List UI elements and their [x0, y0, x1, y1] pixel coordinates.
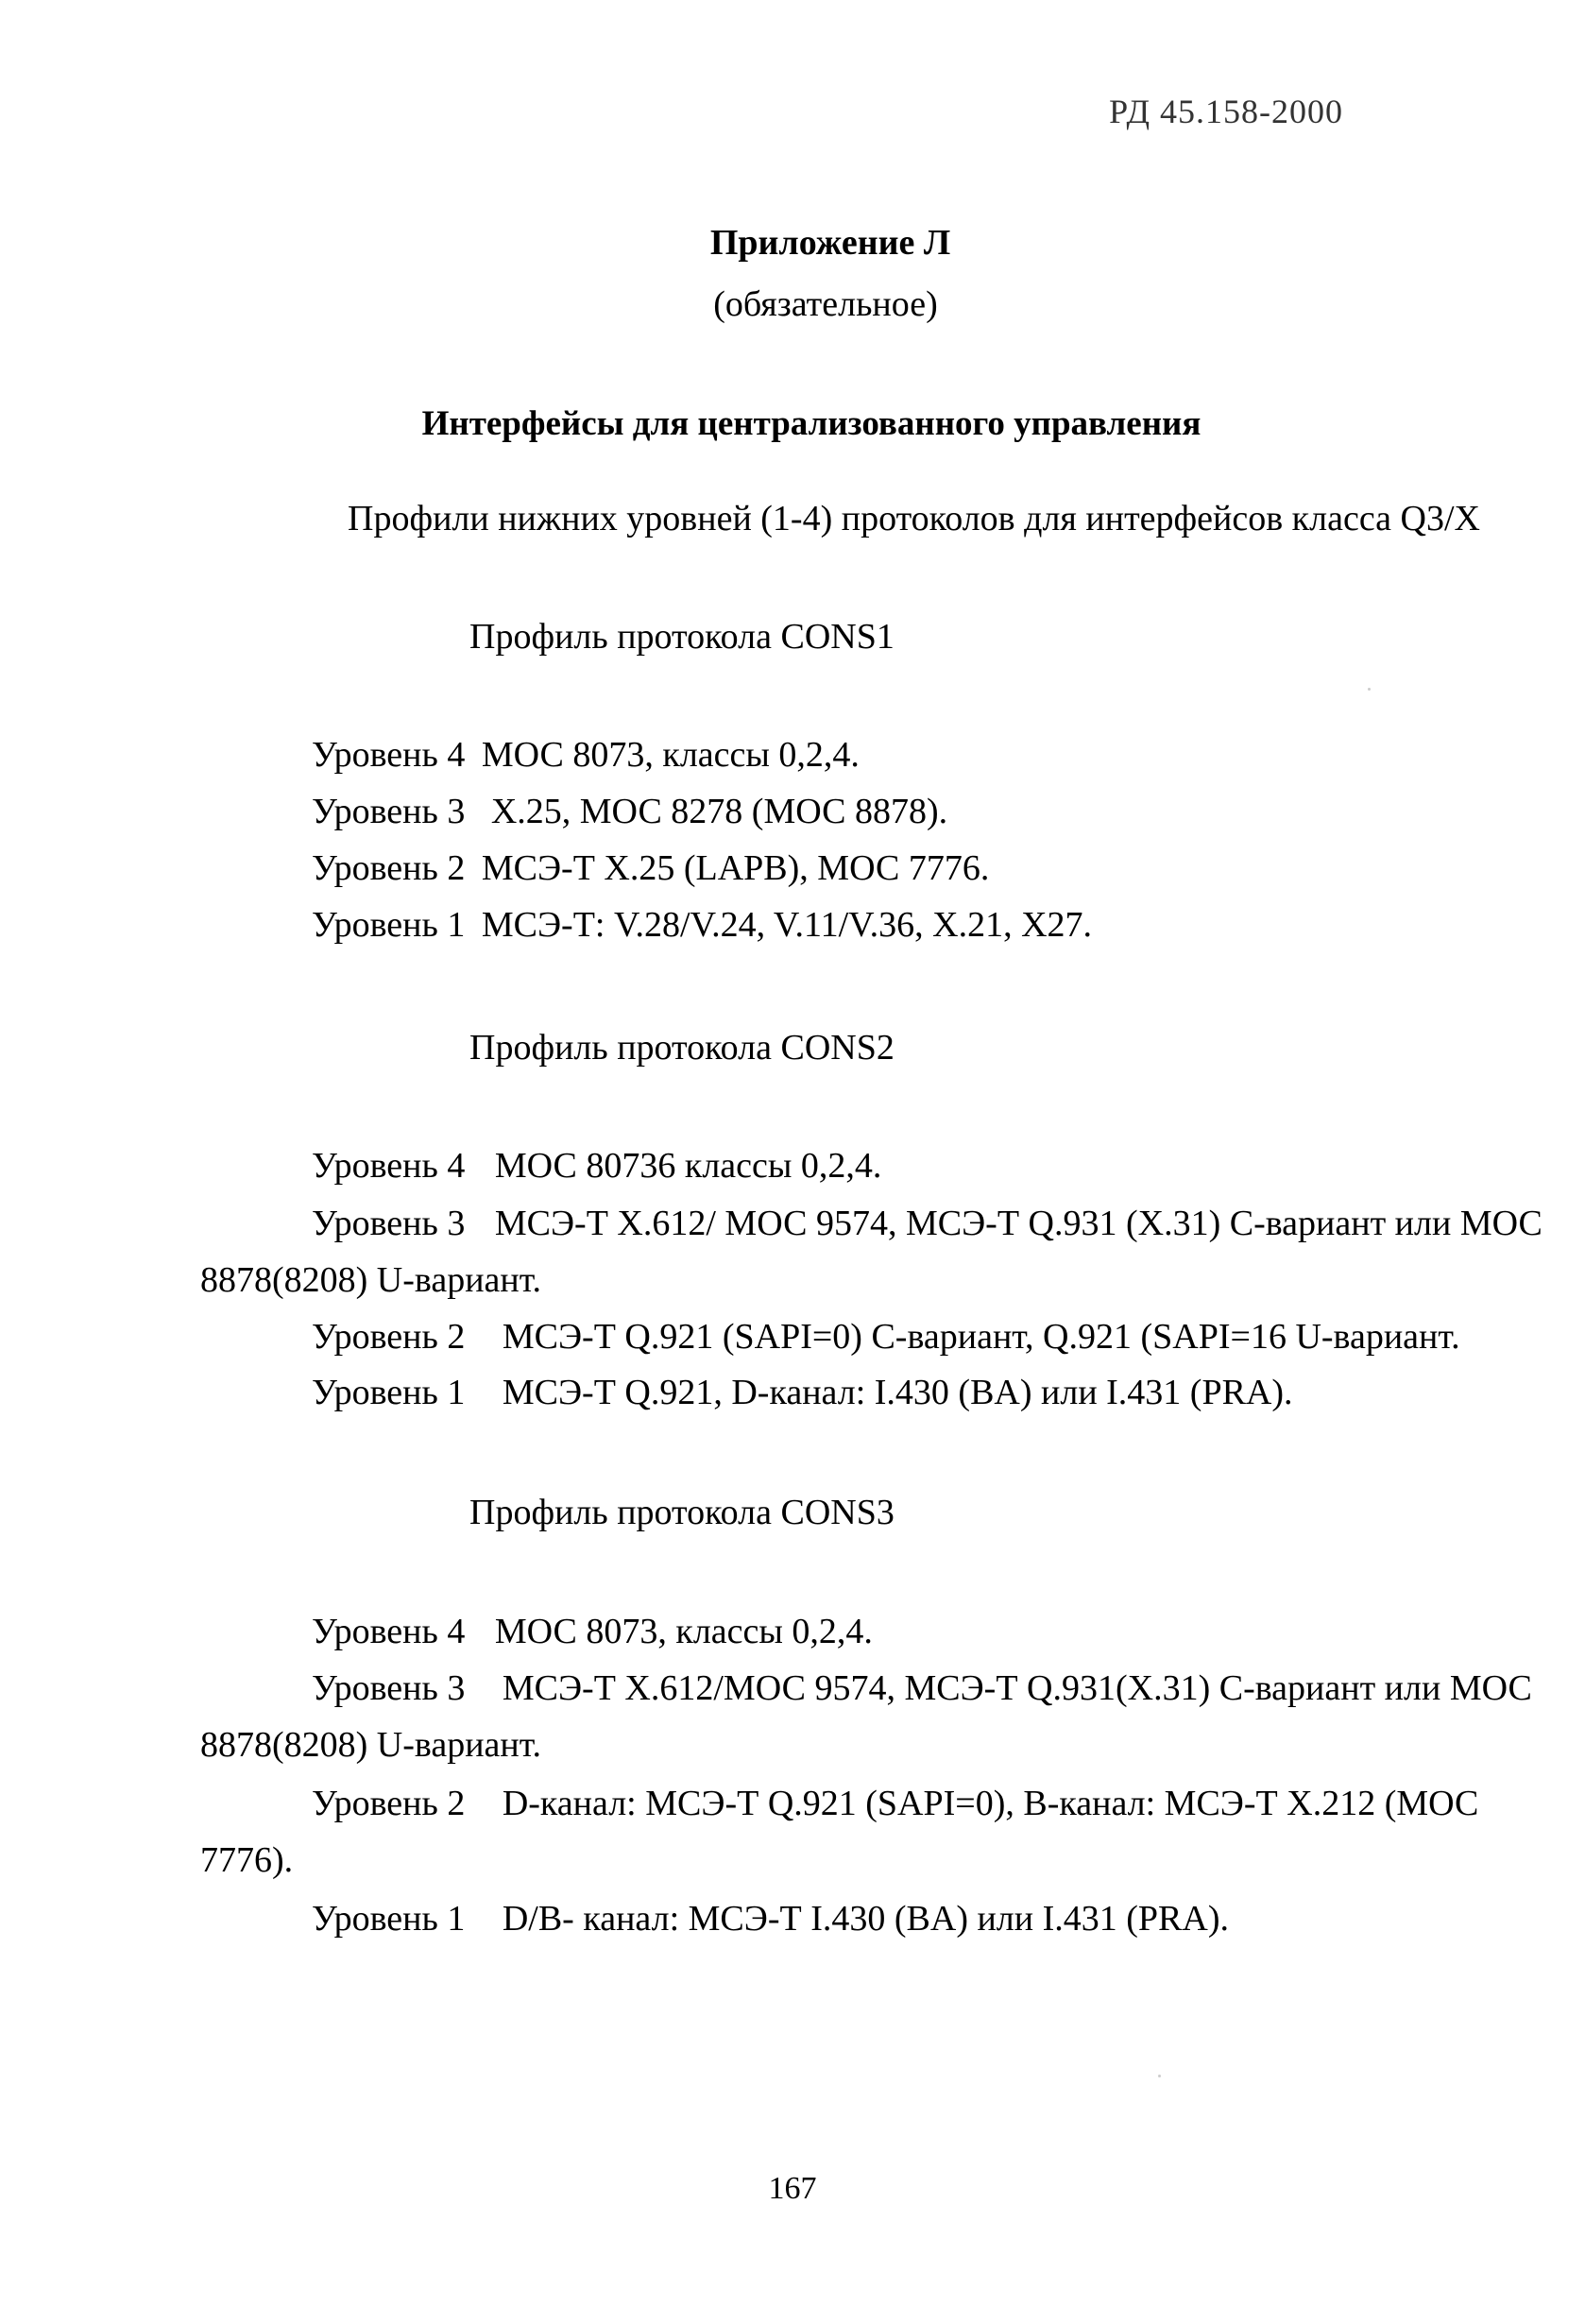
- level-label: Уровень 2: [312, 1784, 466, 1823]
- level-label: Уровень 3: [312, 1668, 466, 1708]
- cons3-level-4: [312, 1614, 873, 1649]
- cons2-level-1: [312, 1375, 1293, 1410]
- profile-heading-cons2: Профиль протокола CONS2: [469, 1028, 895, 1068]
- cons3-level-1: [312, 1901, 1229, 1937]
- section-subtitle: Профили нижних уровней (1-4) протоколов для интерфейсов класса Q3/X: [348, 499, 1480, 538]
- document-code: РД 45.158-2000: [1109, 93, 1343, 130]
- level-label: Уровень 1: [312, 1373, 466, 1412]
- level-text: МСЭ-Т: V.28/V.24, V.11/V.36, X.21, X27.: [481, 905, 1093, 945]
- level-text: МСЭ-Т X.612/МОС 9574, МСЭ-Т Q.931(X.31) С-вариант или МОС: [502, 1668, 1532, 1708]
- annex-title: Приложение Л: [709, 223, 951, 263]
- level-text: МОС 80736 классы 0,2,4.: [494, 1146, 882, 1186]
- cons1-level-1: [312, 907, 1092, 943]
- level-label: Уровень 4: [312, 1146, 466, 1186]
- profile-heading-cons3: Профиль протокола CONS3: [469, 1493, 895, 1532]
- page-number: 167: [768, 2171, 817, 2206]
- level-text: D/B- канал: МСЭ-Т I.430 (BA) или I.431 (PRA).: [502, 1899, 1229, 1939]
- level-label: Уровень 4: [312, 735, 466, 775]
- cons3-level-2: [312, 1786, 1478, 1821]
- cons2-level-3: [312, 1205, 1542, 1241]
- level-text: МСЭ-Т Q.921, D-канал: I.430 (BA) или I.431 (PRA).: [502, 1373, 1293, 1412]
- cons2-level-3-continuation: 8878(8208) U-вариант.: [200, 1260, 541, 1300]
- cons1-level-3: [312, 794, 947, 829]
- level-label: Уровень 1: [312, 905, 466, 945]
- section-title: Интерфейсы для централизованного управления: [421, 404, 1202, 443]
- level-text: D-канал: МСЭ-Т Q.921 (SAPI=0), В-канал: МСЭ-Т X.212 (МОС: [502, 1784, 1479, 1823]
- level-label: Уровень 2: [312, 1317, 466, 1357]
- level-label: Уровень 2: [312, 848, 466, 888]
- annex-status: (обязательное): [713, 284, 938, 324]
- cons2-level-2: [312, 1319, 1460, 1355]
- cons3-level-3: [312, 1670, 1532, 1706]
- cons1-level-4: [312, 737, 860, 773]
- level-label: Уровень 3: [312, 1204, 466, 1243]
- profile-heading-cons1: Профиль протокола CONS1: [469, 617, 895, 657]
- scan-artifact: [1158, 2075, 1161, 2077]
- level-label: Уровень 4: [312, 1612, 466, 1651]
- level-label: Уровень 1: [312, 1899, 466, 1939]
- level-text: МОС 8073, классы 0,2,4.: [481, 735, 860, 775]
- cons2-level-4: [312, 1148, 881, 1184]
- level-text: X.25, МОС 8278 (МОС 8878).: [490, 792, 948, 831]
- cons1-level-2: [312, 850, 989, 886]
- level-text: МСЭ-Т Q.921 (SAPI=0) С-вариант, Q.921 (SAPI=16 U-вариант.: [502, 1317, 1460, 1357]
- cons3-level-3-continuation: 8878(8208) U-вариант.: [200, 1725, 541, 1765]
- scan-artifact: [1368, 688, 1371, 691]
- level-text: МОС 8073, классы 0,2,4.: [494, 1612, 873, 1651]
- level-label: Уровень 3: [312, 792, 466, 831]
- level-text: МСЭ-Т X.612/ МОС 9574, МСЭ-Т Q.931 (X.31) С-вариант или МОС: [494, 1204, 1542, 1243]
- cons3-level-2-continuation: 7776).: [200, 1840, 294, 1880]
- level-text: МСЭ-Т X.25 (LAPB), МОС 7776.: [481, 848, 990, 888]
